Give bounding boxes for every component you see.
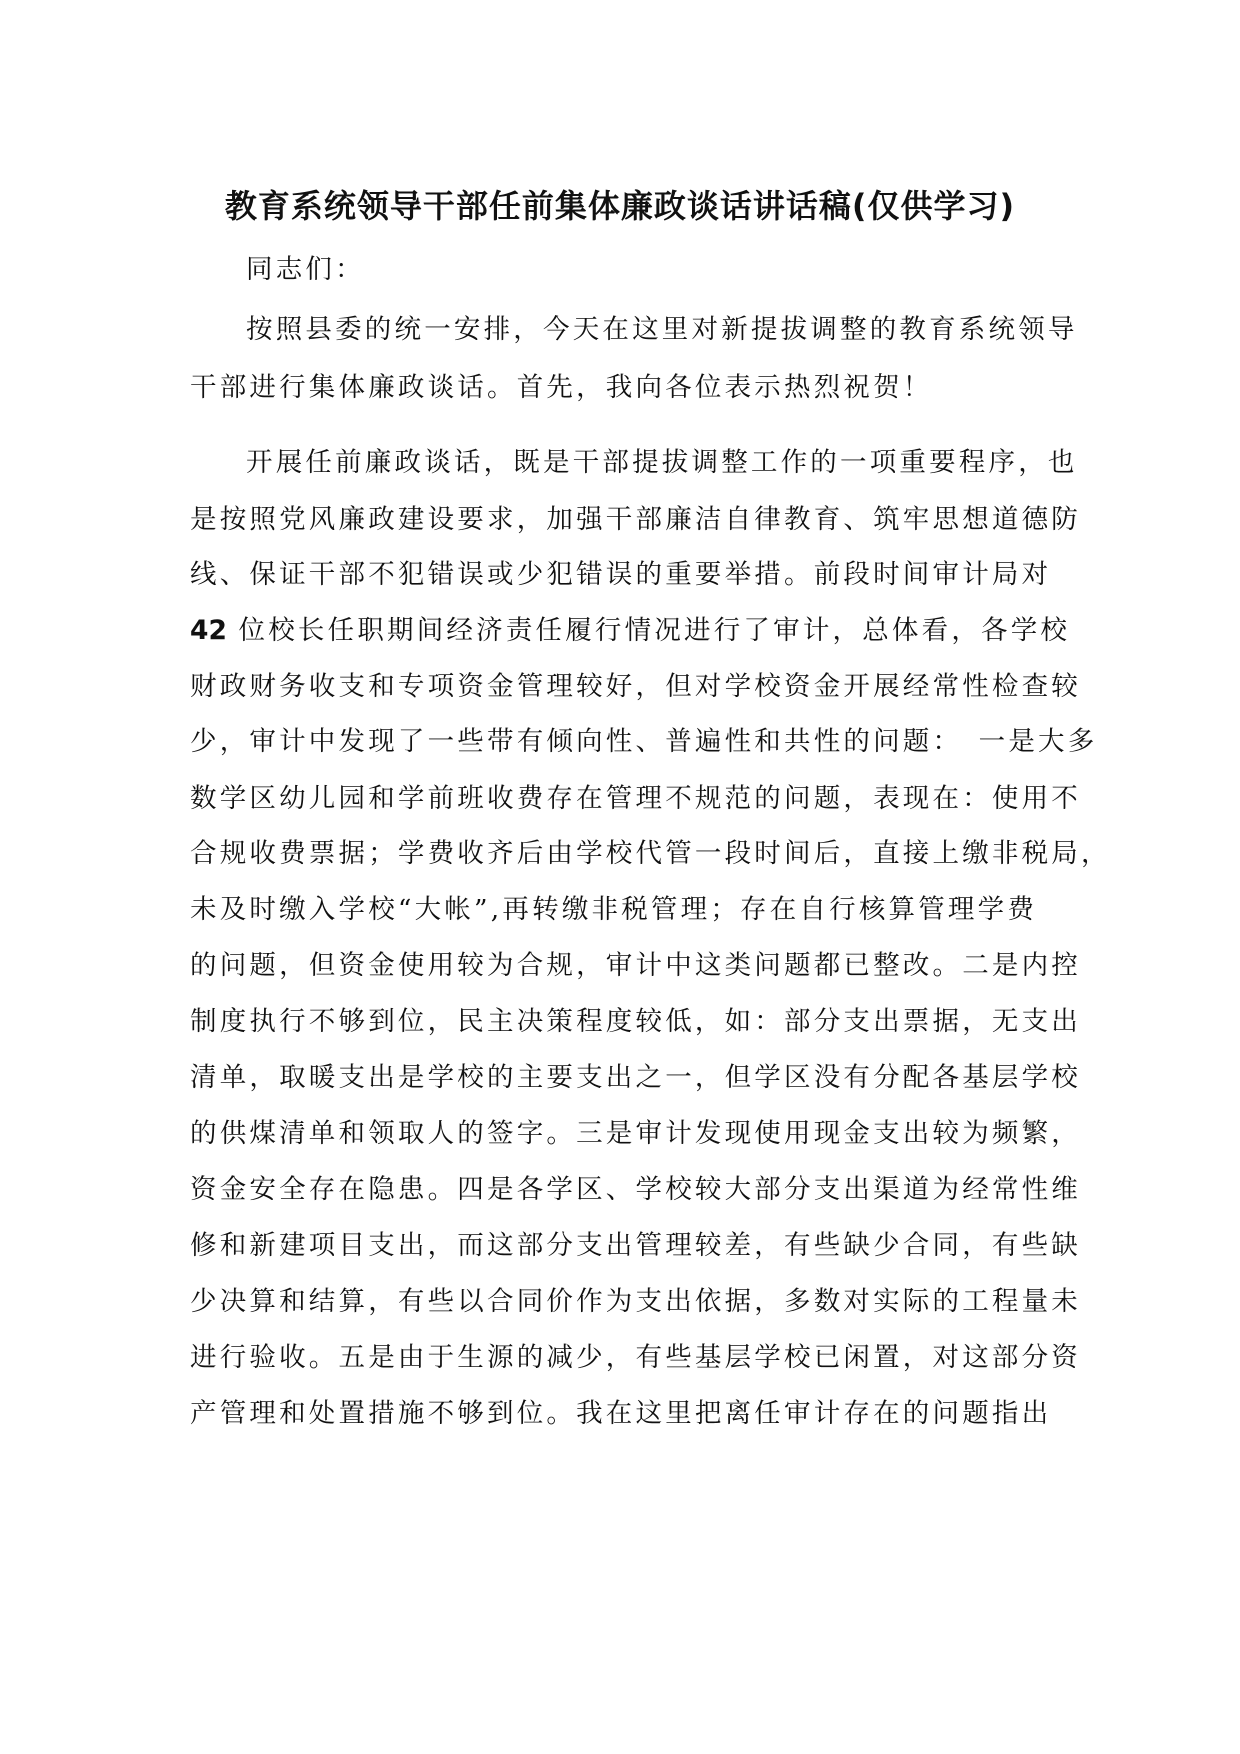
auditor-count-number: 42 — [190, 615, 227, 646]
greeting: 同志们： — [246, 254, 365, 285]
paragraph-2-line-1: 开展任前廉政谈话，既是干部提拔调整工作的一项重要程序，也 — [246, 447, 1078, 478]
paragraph-2-line-6: 少，审计中发现了一些带有倾向性、普遍性和共性的问题： 一是大多 — [190, 726, 1098, 757]
paragraph-2-line-5: 财政财务收支和专项资金管理较好，但对学校资金开展经常性检查较 — [190, 671, 1081, 702]
paragraph-2-line-4-text: 位校长任职期间经济责任履行情况进行了审计，总体看，各学校 — [238, 615, 1071, 646]
paragraph-2-line-8: 合规收费票据；学费收齐后由学校代管一段时间后，直接上缴非税局， — [190, 838, 1111, 869]
paragraph-2-line-17: 进行验收。五是由于生源的减少，有些基层学校已闲置，对这部分资 — [190, 1342, 1081, 1373]
paragraph-2-line-15: 修和新建项目支出，而这部分支出管理较差，有些缺少合同，有些缺 — [190, 1230, 1081, 1261]
paragraph-2-line-10: 的问题，但资金使用较为合规，审计中这类问题都已整改。二是内控 — [190, 950, 1081, 981]
paragraph-2-line-14: 资金安全存在隐患。四是各学区、学校较大部分支出渠道为经常性维 — [190, 1174, 1081, 1205]
paragraph-2-line-4 — [190, 613, 1070, 649]
paragraph-2-line-13: 的供煤清单和领取人的签字。三是审计发现使用现金支出较为频繁， — [190, 1118, 1081, 1149]
paragraph-2-line-2: 是按照党风廉政建设要求，加强干部廉洁自律教育、筑牢思想道德防 — [190, 504, 1081, 535]
paragraph-2-line-12: 清单，取暖支出是学校的主要支出之一，但学区没有分配各基层学校 — [190, 1062, 1081, 1093]
paragraph-2-line-18: 产管理和处置措施不够到位。我在这里把离任审计存在的问题指出 — [190, 1398, 1052, 1429]
paragraph-2-line-16: 少决算和结算，有些以合同价作为支出依据，多数对实际的工程量未 — [190, 1286, 1081, 1317]
paragraph-2-line-9: 未及时缴入学校“大帐”,再转缴非税管理；存在自行核算管理学费 — [190, 894, 1038, 925]
paragraph-1-line-2: 干部进行集体廉政谈话。首先，我向各位表示热烈祝贺！ — [190, 372, 933, 403]
paragraph-1-line-1: 按照县委的统一安排，今天在这里对新提拔调整的教育系统领导 — [246, 314, 1078, 345]
paragraph-2-line-11: 制度执行不够到位，民主决策程度较低，如：部分支出票据，无支出 — [190, 1006, 1081, 1037]
paragraph-2-line-3: 线、保证干部不犯错误或少犯错误的重要举措。前段时间审计局对 — [190, 559, 1052, 590]
document-title: 教育系统领导干部任前集体廉政谈话讲话稿(仅供学习) — [224, 187, 1016, 225]
paragraph-2-line-7: 数学区幼儿园和学前班收费存在管理不规范的问题，表现在：使用不 — [190, 783, 1081, 814]
